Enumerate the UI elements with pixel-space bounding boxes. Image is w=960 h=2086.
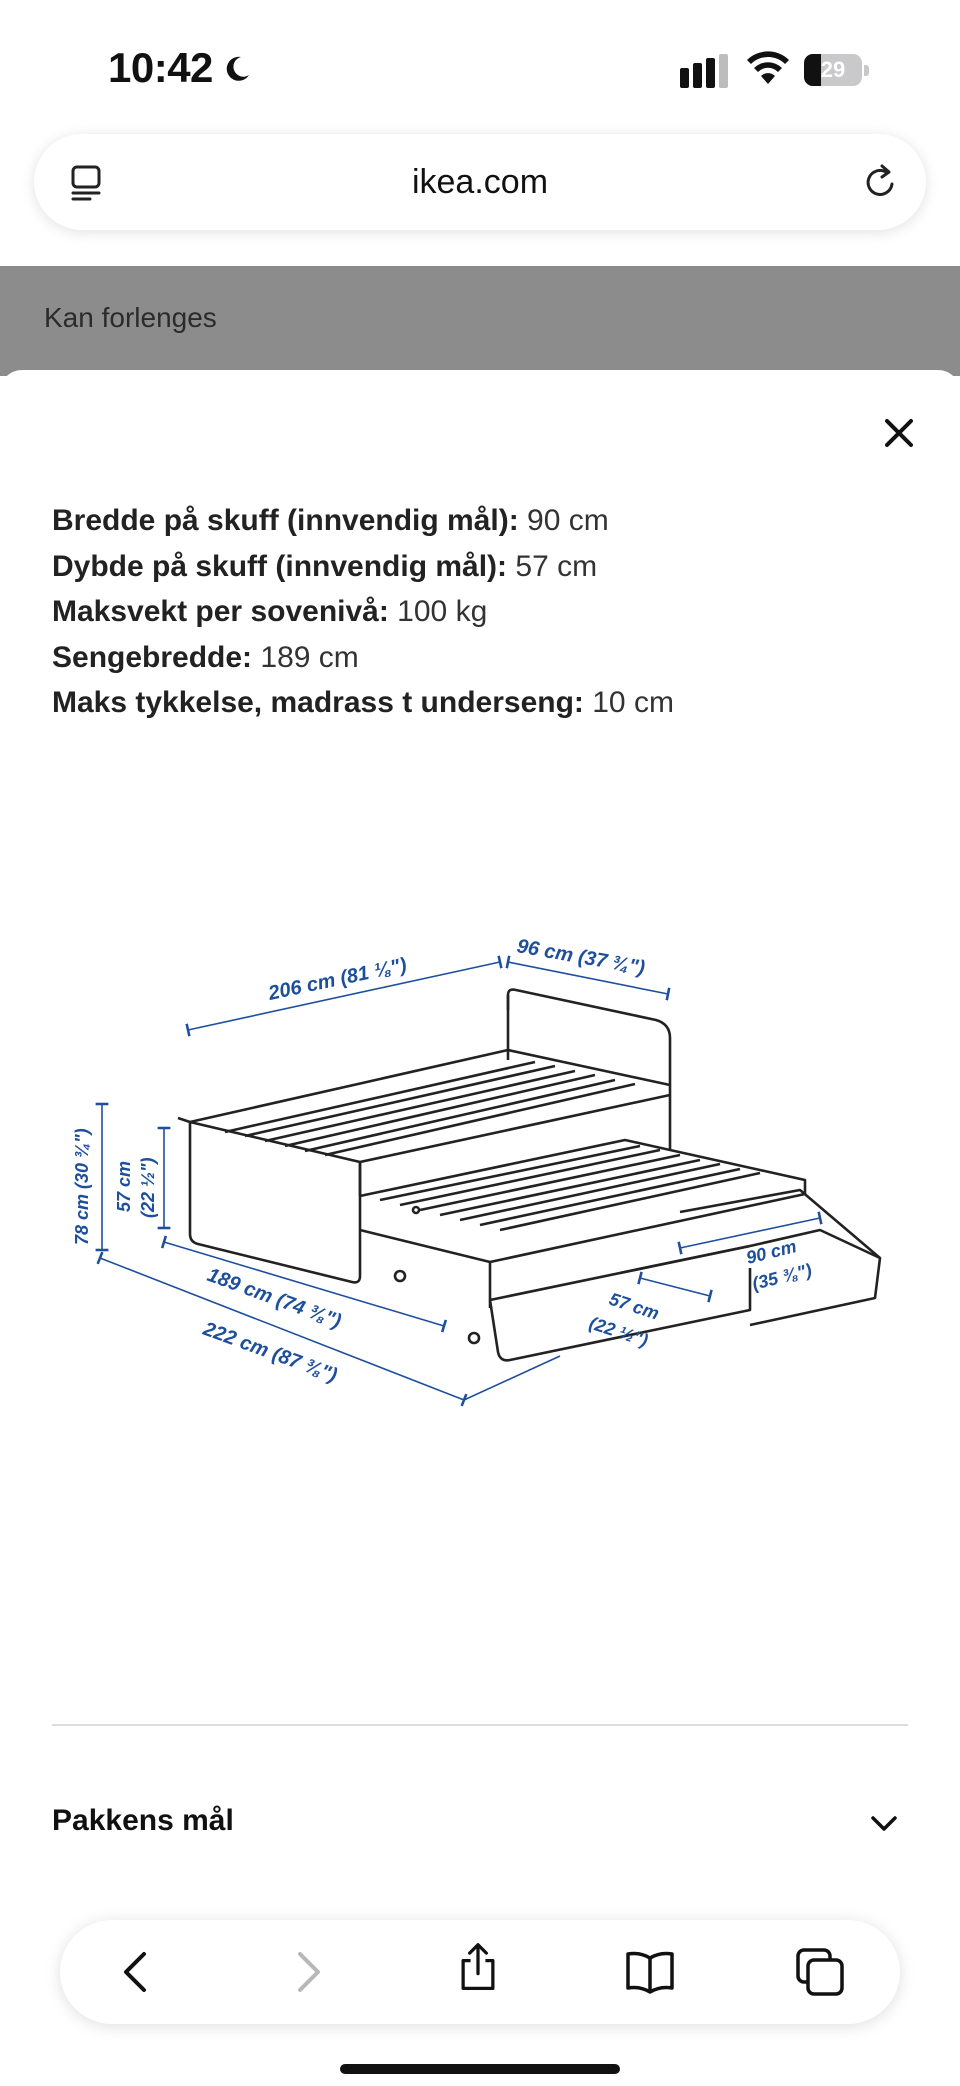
dim-height-label: 78 cm (30 ¾") (72, 1128, 92, 1245)
browser-toolbar (60, 1920, 900, 2024)
spec-label: Bredde på skuff (innvendig mål): (52, 504, 519, 537)
bookmarks-icon[interactable] (624, 1946, 676, 1998)
spec-label: Sengebredde: (52, 640, 253, 674)
home-indicator (340, 2064, 620, 2074)
spec-value: 90 cm (518, 504, 609, 537)
dim-drawer-width-in-label: (35 ⅜") (750, 1259, 814, 1294)
spec-row-bed-width (52, 635, 932, 681)
spec-label: Maksvekt per sovenivå: (52, 595, 389, 628)
dim-bed-width-label: 189 cm (74 ⅜") (204, 1264, 345, 1333)
spec-label: Dybde på skuff (innvendig mål): (52, 549, 508, 583)
reload-icon[interactable] (860, 162, 900, 202)
dim-length-label: 206 cm (81 ⅛") (266, 954, 409, 1005)
spec-row-mattress-thickness (52, 680, 932, 726)
dim-side-label: 57 cm (114, 1160, 134, 1212)
close-button[interactable] (876, 410, 922, 456)
spec-label: Maks tykkelse, madrass t underseng: (52, 686, 584, 719)
dim-width-label: 96 cm (37 ¾") (515, 935, 647, 980)
dim-drawer-width-label: 90 cm (744, 1236, 799, 1268)
spec-row-max-weight (52, 589, 932, 635)
spec-value: 10 cm (583, 686, 674, 719)
chevron-down-icon[interactable] (868, 1810, 900, 1838)
status-bar (0, 0, 960, 130)
spec-row-drawer-width (52, 498, 932, 544)
package-dimensions-label: Pakkens mål (52, 1804, 234, 1837)
status-time: 10:42 (108, 44, 213, 91)
background-feature-text: Kan forlenges (44, 302, 217, 333)
spec-list (52, 498, 932, 726)
back-icon[interactable] (112, 1946, 164, 1998)
dim-total-label: 222 cm (87 ⅜") (200, 1318, 341, 1387)
signal-icon (680, 54, 730, 88)
moon-icon (222, 54, 252, 84)
bed-dimension-diagram (60, 900, 920, 1480)
spec-row-drawer-depth (52, 544, 932, 590)
spec-value: 57 cm (507, 549, 598, 583)
forward-icon[interactable] (280, 1946, 332, 1998)
battery-percent: 29 (820, 57, 846, 82)
section-divider (52, 1724, 908, 1726)
share-icon[interactable] (452, 1942, 504, 1994)
spec-value: 189 cm (252, 640, 359, 674)
package-dimensions-accordion[interactable] (52, 1792, 908, 1856)
address-bar[interactable] (34, 134, 926, 230)
wifi-icon (746, 50, 790, 86)
tabs-icon[interactable] (794, 1946, 846, 1998)
dim-drawer-depth-label: 57 cm (606, 1288, 662, 1324)
spec-value: 100 kg (388, 595, 488, 628)
dim-drawer-depth-in-label: (22 ½") (586, 1312, 651, 1351)
dim-side-in-label: (22 ½") (138, 1157, 158, 1218)
battery-icon (804, 54, 870, 86)
url-text[interactable]: ikea.com (411, 163, 549, 201)
